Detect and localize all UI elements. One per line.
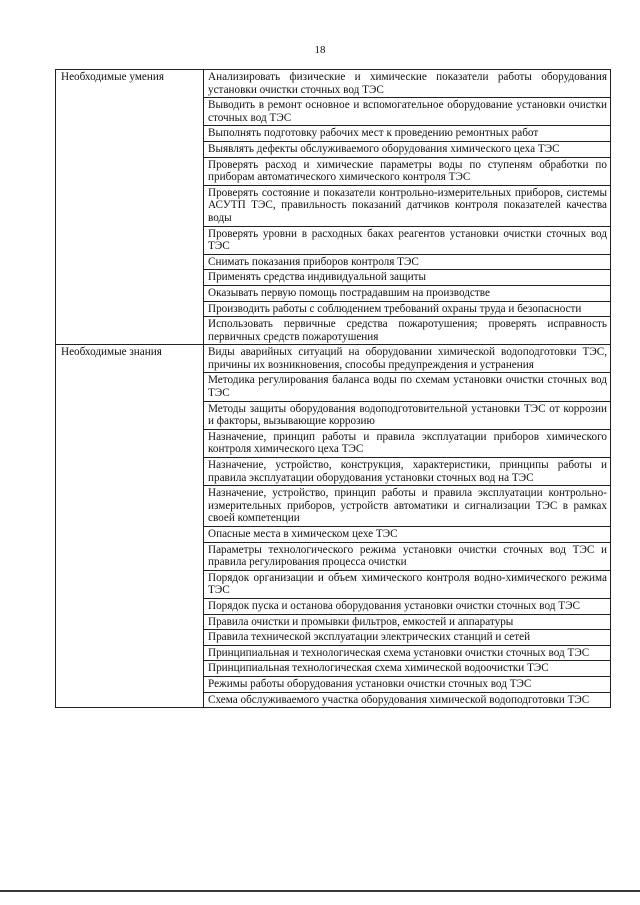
table-row <box>56 70 611 98</box>
skill-item: Использовать первичные средства пожаротушения; проверять исправность первичных средств пожаротушения <box>204 317 611 345</box>
category-skills: Необходимые умения <box>56 70 204 345</box>
skill-item: Выполнять подготовку рабочих мест к проведению ремонтных работ <box>204 126 611 142</box>
knowledge-item: Методика регулирования баланса воды по схемам установки очистки сточных вод ТЭС <box>204 373 611 401</box>
knowledge-item: Виды аварийных ситуаций на оборудовании химической водоподготовки ТЭС, причины их возникновения, способы предупреждения и устранения <box>204 345 611 373</box>
knowledge-item: Правила технической эксплуатации электрических станций и сетей <box>204 630 611 646</box>
skill-item: Проверять состояние и показатели контрольно-измерительных приборов, системы АСУТП ТЭС, правильность показаний датчиков контроля показателей качества воды <box>204 185 611 226</box>
skill-item: Выводить в ремонт основное и вспомогательное оборудование установки очистки сточных вод ТЭС <box>204 98 611 126</box>
skill-item: Проверять расход и химические параметры воды по ступеням обработки по приборам автоматического химического контроля ТЭС <box>204 157 611 185</box>
table-row <box>56 345 611 373</box>
knowledge-item: Схема обслуживаемого участка оборудования химической водоподготовки ТЭС <box>204 692 611 708</box>
category-knowledge: Необходимые знания <box>56 345 204 708</box>
page-number: 18 <box>314 44 326 56</box>
skill-item: Производить работы с соблюдением требований охраны труда и безопасности <box>204 301 611 317</box>
knowledge-item: Опасные места в химическом цехе ТЭС <box>204 527 611 543</box>
skill-item: Оказывать первую помощь пострадавшим на производстве <box>204 285 611 301</box>
knowledge-item: Принципиальная и технологическая схема установки очистки сточных вод ТЭС <box>204 645 611 661</box>
knowledge-item: Назначение, устройство, принцип работы и правила эксплуатации контрольно-измерительных приборов, устройств автоматики и сигнализации ТЭС в рамках своей компетенции <box>204 486 611 527</box>
competency-table <box>55 69 611 708</box>
knowledge-item: Методы защиты оборудования водоподготовительной установки ТЭС от коррозии и факторы, вызывающие коррозию <box>204 401 611 429</box>
knowledge-item: Назначение, устройство, конструкция, характеристики, принципы работы и правила эксплуатации оборудования установки сточных вод на ТЭС <box>204 458 611 486</box>
knowledge-item: Назначение, принцип работы и правила эксплуатации приборов химического контроля химического цеха ТЭС <box>204 429 611 457</box>
knowledge-item: Порядок пуска и останова оборудования установки очистки сточных вод ТЭС <box>204 598 611 614</box>
scan-bottom-edge <box>0 890 640 892</box>
knowledge-item: Принципиальная технологическая схема химической водоочистки ТЭС <box>204 661 611 677</box>
skill-item: Снимать показания приборов контроля ТЭС <box>204 254 611 270</box>
knowledge-item: Режимы работы оборудования установки очистки сточных вод ТЭС <box>204 676 611 692</box>
skill-item: Анализировать физические и химические показатели работы оборудования установки очистки сточных вод ТЭС <box>204 70 611 98</box>
knowledge-item: Порядок организации и объем химического контроля водно-химического режима ТЭС <box>204 570 611 598</box>
knowledge-item: Параметры технологического режима установки очистки сточных вод ТЭС и правила регулирования процесса очистки <box>204 542 611 570</box>
knowledge-item: Правила очистки и промывки фильтров, емкостей и аппаратуры <box>204 614 611 630</box>
skill-item: Выявлять дефекты обслуживаемого оборудования химического цеха ТЭС <box>204 141 611 157</box>
skill-item: Проверять уровни в расходных баках реагентов установки очистки сточных вод ТЭС <box>204 226 611 254</box>
skill-item: Применять средства индивидуальной защиты <box>204 270 611 286</box>
